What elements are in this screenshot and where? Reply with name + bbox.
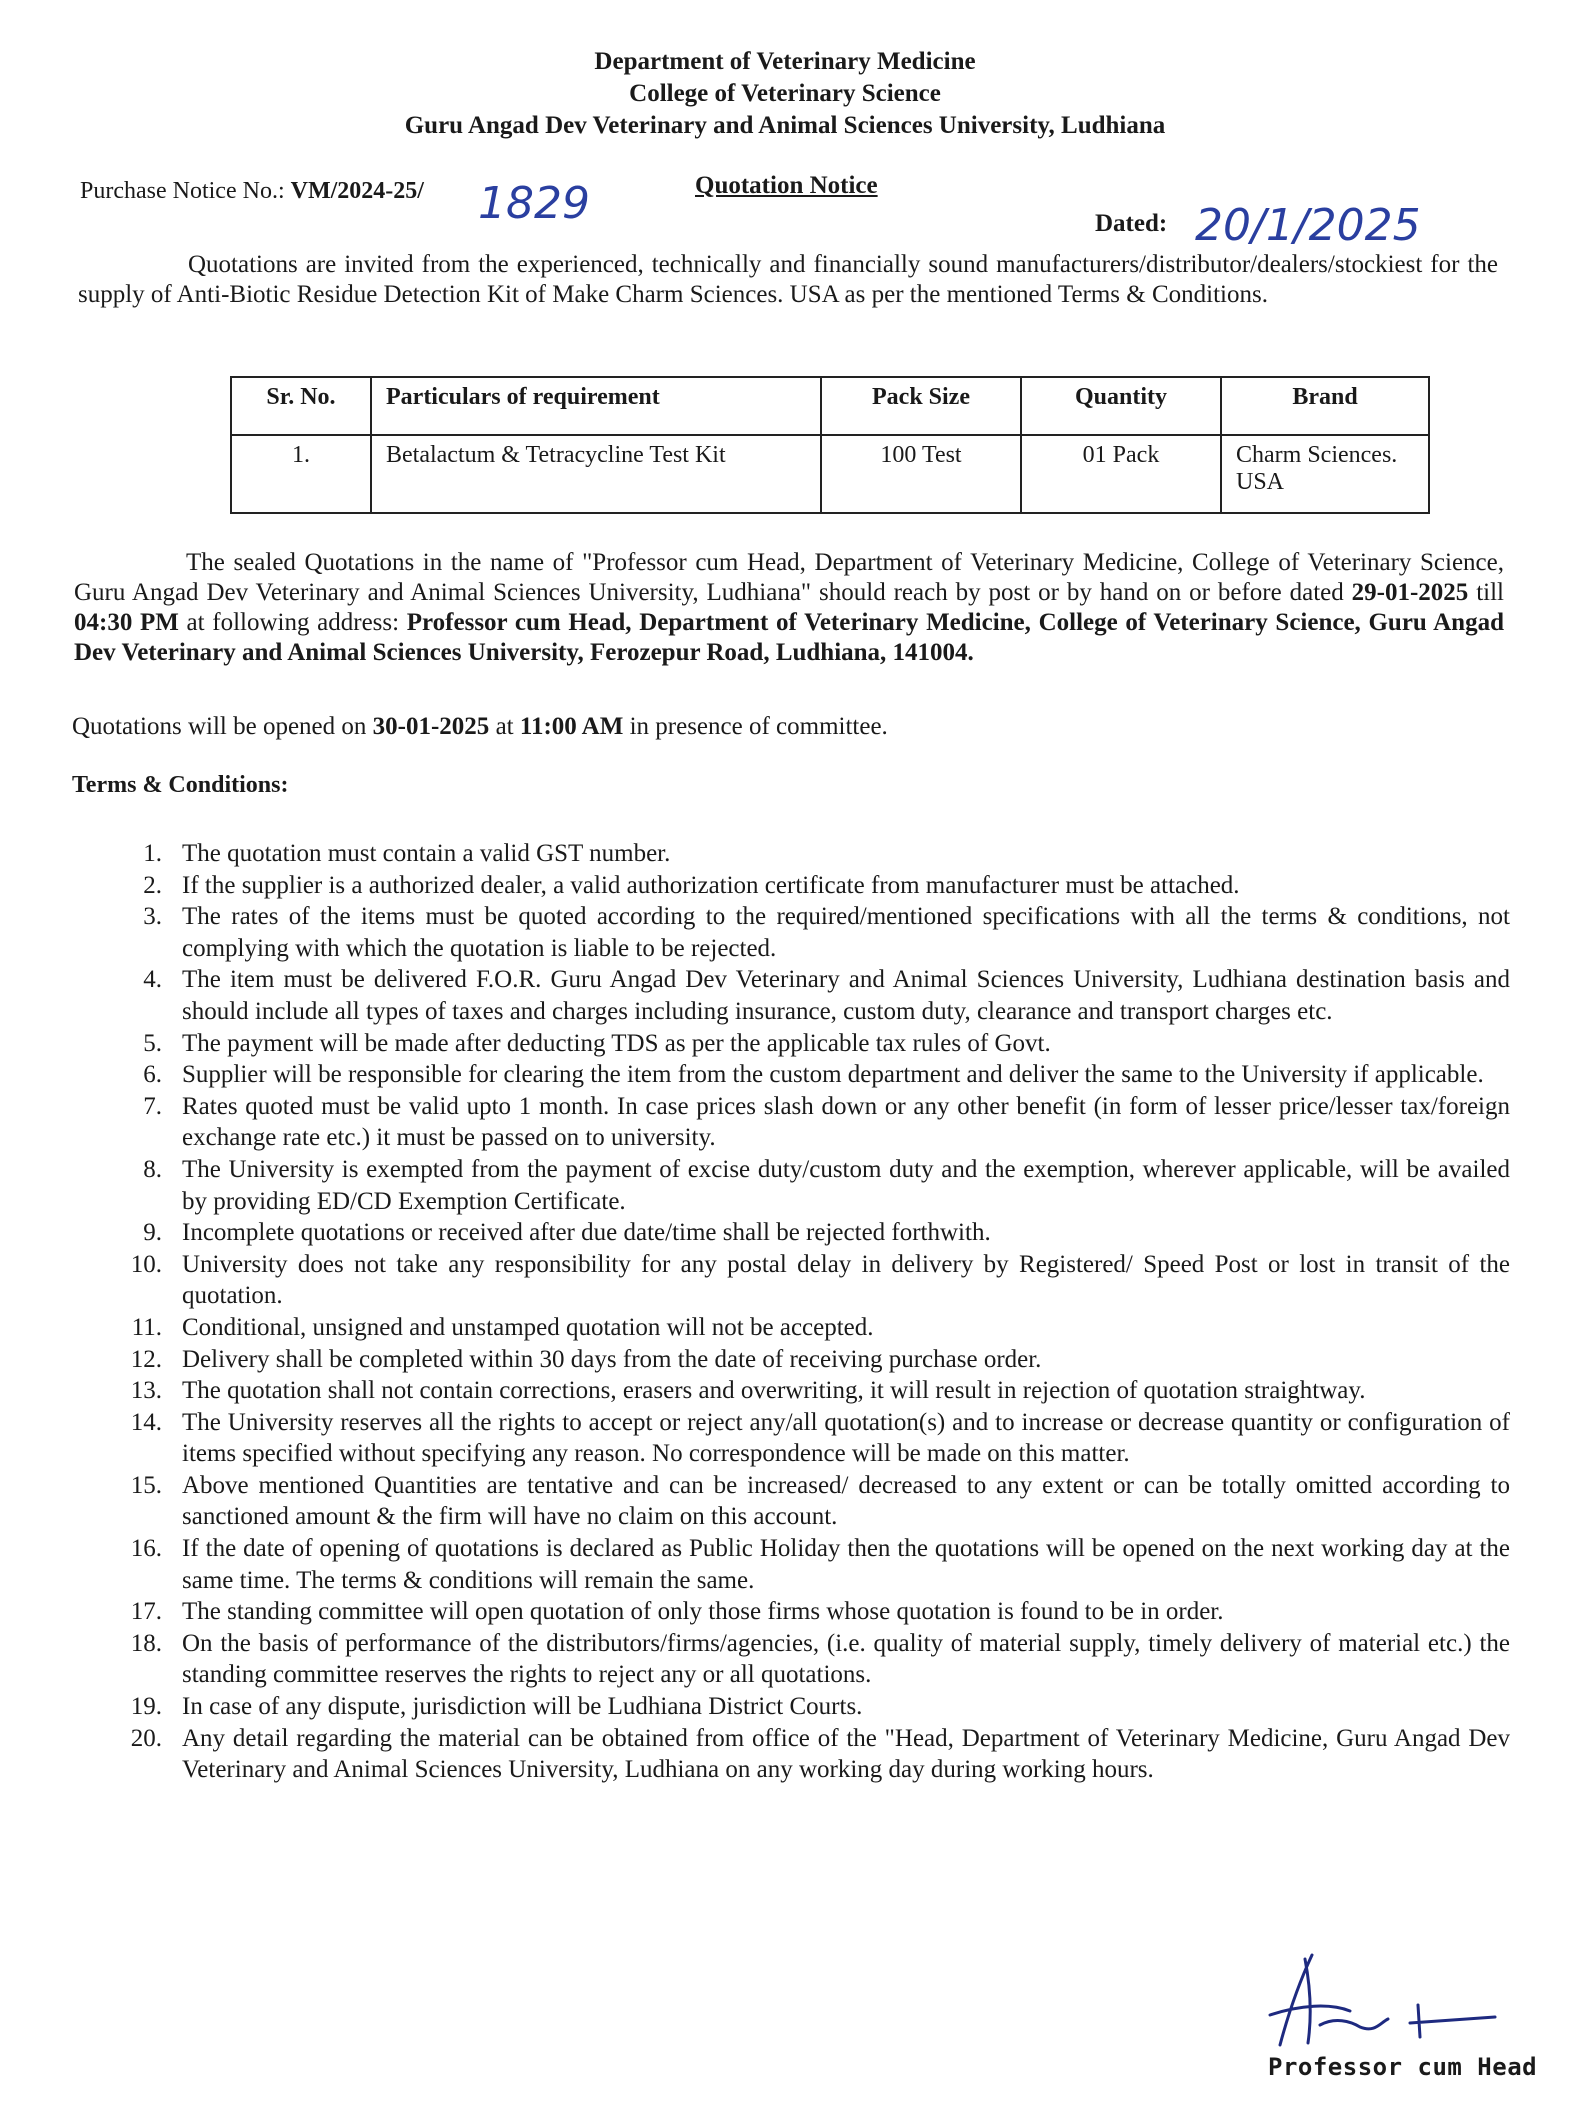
term-text: On the basis of performance of the distributors/firms/agencies, (i.e. quality of material supply, timely delivery of material etc.) the standing committee reserves the rights to reject any or all quotations. bbox=[182, 1629, 1510, 1689]
term-text: University does not take any responsibility for any postal delay in delivery by Registered/ Speed Post or lost in transit of the quotation. bbox=[182, 1250, 1510, 1310]
cell-quantity: 01 Pack bbox=[1021, 435, 1221, 513]
term-item bbox=[70, 964, 1510, 1027]
col-header-pack-size: Pack Size bbox=[821, 377, 1021, 435]
term-item bbox=[70, 1691, 1510, 1723]
term-item bbox=[70, 1533, 1510, 1596]
term-number: 8. bbox=[143, 1155, 162, 1183]
submission-time: 04:30 PM bbox=[74, 609, 179, 636]
term-item bbox=[70, 1470, 1510, 1533]
term-number: 1. bbox=[143, 840, 162, 867]
col-header-particulars: Particulars of requirement bbox=[371, 377, 821, 435]
term-text: If the supplier is a authorized dealer, a valid authorization certificate from manufacturer must be attached. bbox=[182, 871, 1240, 899]
term-number: 20. bbox=[130, 1724, 162, 1752]
term-item bbox=[70, 1628, 1510, 1691]
term-number: 18. bbox=[130, 1629, 162, 1657]
opening-paragraph bbox=[72, 712, 1502, 742]
term-text: The University is exempted from the payment of excise duty/custom duty and the exemption, wherever applicable, will be availed by providing ED/CD Exemption Certificate. bbox=[182, 1155, 1510, 1215]
term-text: In case of any dispute, jurisdiction will be Ludhiana District Courts. bbox=[182, 1693, 863, 1721]
term-number: 3. bbox=[143, 903, 162, 931]
term-text: Above mentioned Quantities are tentative and can be increased/ decreased to any extent or can be totally omitted according to sanctioned amount & the firm will have no claim on this account. bbox=[182, 1471, 1510, 1531]
term-item bbox=[70, 901, 1510, 964]
notice-title: Quotation Notice bbox=[695, 172, 878, 199]
term-item bbox=[70, 1217, 1510, 1249]
table-row bbox=[231, 435, 1429, 513]
term-text: The item must be delivered F.O.R. Guru Angad Dev Veterinary and Animal Sciences University, Ludhiana destination basis and should include all types of taxes and charges including insurance, custom duty, clearance and transport charges etc. bbox=[182, 966, 1510, 1025]
opening-text-a: Quotations will be opened on bbox=[72, 713, 373, 740]
signature-block bbox=[1250, 1945, 1538, 2095]
term-text: The payment will be made after deducting TDS as per the applicable tax rules of Govt. bbox=[182, 1029, 1051, 1057]
university-name: Guru Angad Dev Veterinary and Animal Sciences University, Ludhiana bbox=[404, 112, 1166, 139]
cell-pack-size: 100 Test bbox=[821, 435, 1021, 513]
submission-address: Professor cum Head, Department of Veterinary Medicine, College of Veterinary Science, Guru Angad Dev Veterinary and Animal Sciences University, Ferozepur Road, Ludhiana, 141004. bbox=[74, 609, 1504, 666]
submission-text-a: The sealed Quotations in the name of "Professor cum Head, Department of Veterinary Medicine, College of Veterinary Science, Guru Angad Dev Veterinary and Animal Sciences University, Ludhiana" should reach by post or by hand on or before dated bbox=[74, 549, 1504, 606]
intro-paragraph: Quotations are invited from the experienced, technically and financially sound manufacturers/distributor/dealers/stockiest for the supply of Anti-Biotic Residue Detection Kit of Make Charm Sciences. USA as per the mentioned Terms & Conditions. bbox=[78, 251, 1498, 308]
term-number: 6. bbox=[143, 1061, 162, 1089]
term-item bbox=[70, 1375, 1510, 1407]
college-name: College of Veterinary Science bbox=[629, 80, 941, 107]
term-item bbox=[70, 1312, 1510, 1344]
purchase-notice-code: VM/2024-25/ bbox=[290, 178, 424, 204]
term-number: 4. bbox=[143, 966, 162, 994]
term-text: The standing committee will open quotation of only those firms whose quotation is found to be in order. bbox=[182, 1598, 1224, 1626]
term-item bbox=[70, 870, 1510, 902]
col-header-quantity: Quantity bbox=[1021, 377, 1221, 435]
term-number: 9. bbox=[143, 1219, 162, 1247]
cell-sr-no: 1. bbox=[231, 435, 371, 513]
term-item bbox=[70, 1249, 1510, 1312]
term-item bbox=[70, 1344, 1510, 1376]
term-item bbox=[70, 1723, 1510, 1786]
col-header-brand: Brand bbox=[1221, 377, 1429, 435]
opening-text-b: at bbox=[489, 713, 520, 740]
term-text: If the date of opening of quotations is declared as Public Holiday then the quotations will be opened on the next working day at the same time. The terms & conditions will remain the same. bbox=[182, 1535, 1510, 1594]
purchase-notice-number bbox=[80, 178, 424, 205]
term-text: Supplier will be responsible for clearing the item from the custom department and deliver the same to the University if applicable. bbox=[182, 1061, 1484, 1089]
handwritten-notice-number: 1829 bbox=[478, 178, 590, 229]
term-number: 16. bbox=[130, 1535, 162, 1563]
submission-text-b: till bbox=[1468, 579, 1504, 606]
terms-list bbox=[70, 838, 1510, 1786]
handwritten-date: 20/1/2025 bbox=[1195, 200, 1421, 251]
term-item bbox=[70, 1407, 1510, 1470]
submission-date: 29-01-2025 bbox=[1351, 579, 1469, 606]
term-item bbox=[70, 1059, 1510, 1091]
term-item bbox=[70, 838, 1510, 870]
term-number: 5. bbox=[143, 1029, 162, 1057]
term-item bbox=[70, 1596, 1510, 1628]
term-number: 12. bbox=[130, 1345, 162, 1373]
term-text: The quotation shall not contain corrections, erasers and overwriting, it will result in rejection of quotation straightway. bbox=[182, 1377, 1366, 1405]
opening-text-c: in presence of committee. bbox=[623, 713, 888, 740]
department-name: Department of Veterinary Medicine bbox=[594, 48, 976, 75]
opening-date: 30-01-2025 bbox=[372, 713, 490, 740]
term-text: Conditional, unsigned and unstamped quotation will not be accepted. bbox=[182, 1313, 874, 1341]
submission-paragraph bbox=[74, 548, 1504, 668]
term-text: Rates quoted must be valid upto 1 month. In case prices slash down or any other benefit (in form of lesser price/lesser tax/foreign exchange rate etc.) it must be passed on to university. bbox=[182, 1092, 1510, 1152]
term-text: The rates of the items must be quoted according to the required/mentioned specifications with all the terms & conditions, not complying with which the quotation is liable to be rejected. bbox=[182, 903, 1510, 962]
term-text: The quotation must contain a valid GST number. bbox=[182, 840, 671, 867]
term-number: 7. bbox=[143, 1092, 162, 1120]
term-number: 13. bbox=[130, 1377, 162, 1405]
term-item bbox=[70, 1091, 1510, 1154]
signature-title: Professor cum Head bbox=[1268, 2053, 1538, 2081]
term-text: Any detail regarding the material can be obtained from office of the "Head, Department of Veterinary Medicine, Guru Angad Dev Veterinary and Animal Sciences University, Ludhiana on any working day during working hours. bbox=[182, 1724, 1510, 1784]
table-header-row bbox=[231, 377, 1429, 435]
term-text: The University reserves all the rights to accept or reject any/all quotation(s) and to increase or decrease quantity or configuration of items specified without specifying any reason. No correspondence will be made on this matter. bbox=[182, 1408, 1510, 1468]
term-number: 2. bbox=[143, 871, 162, 899]
terms-heading: Terms & Conditions: bbox=[72, 772, 289, 798]
term-number: 19. bbox=[130, 1693, 162, 1721]
term-text: Incomplete quotations or received after due date/time shall be rejected forthwith. bbox=[182, 1219, 991, 1247]
term-number: 15. bbox=[130, 1471, 162, 1499]
opening-time: 11:00 AM bbox=[519, 713, 624, 740]
term-number: 14. bbox=[130, 1408, 162, 1436]
term-item bbox=[70, 1154, 1510, 1217]
submission-text-c: at following address: bbox=[178, 609, 407, 636]
term-number: 11. bbox=[131, 1313, 162, 1341]
signature-mark bbox=[1250, 1945, 1510, 2055]
cell-particulars: Betalactum & Tetracycline Test Kit bbox=[371, 435, 821, 513]
cell-brand: Charm Sciences. USA bbox=[1221, 435, 1429, 513]
term-text: Delivery shall be completed within 30 days from the date of receiving purchase order. bbox=[182, 1345, 1042, 1373]
term-number: 10. bbox=[130, 1250, 162, 1278]
term-item bbox=[70, 1028, 1510, 1060]
dated-label: Dated: bbox=[1095, 210, 1168, 237]
purchase-notice-label: Purchase Notice No.: bbox=[80, 178, 285, 204]
term-number: 17. bbox=[130, 1598, 162, 1626]
col-header-sr-no: Sr. No. bbox=[231, 377, 371, 435]
requirement-table bbox=[230, 376, 1430, 514]
